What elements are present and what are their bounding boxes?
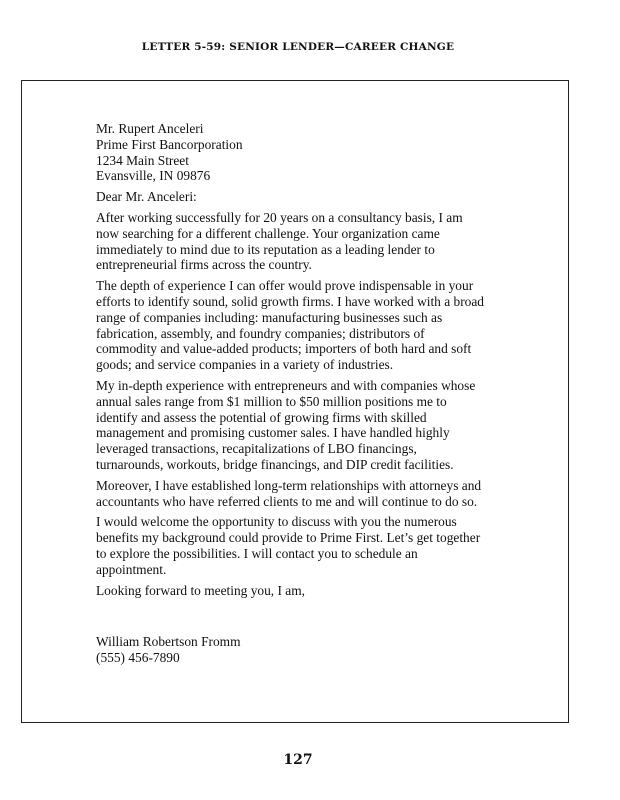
paragraph-line: to explore the possibilities. I will contact you to schedule an <box>96 545 418 561</box>
paragraph-line: annual sales range from $1 million to $50 million positions me to <box>96 393 447 409</box>
paragraph-line: turnarounds, workouts, bridge financings, and DIP credit facilities. <box>96 456 454 472</box>
paragraph-line: entrepreneurial firms across the country. <box>96 257 312 273</box>
paragraph-line: now searching for a different challenge. Your organization came <box>96 225 440 241</box>
recipient-city: Evansville, IN 09876 <box>96 168 211 184</box>
paragraph-line: After working successfully for 20 years on a consultancy basis, I am <box>96 209 463 225</box>
paragraph-intro <box>96 210 516 273</box>
signature-block <box>96 634 516 666</box>
paragraph-line: efforts to identify sound, solid growth firms. I have worked with a broad <box>96 293 485 309</box>
closing-line: Looking forward to meeting you, I am, <box>96 582 305 598</box>
letter-body <box>96 121 516 666</box>
paragraph-line: commodity and value-added products; importers of both hard and soft <box>96 341 472 357</box>
page-number: 127 <box>283 752 313 768</box>
paragraph-experience <box>96 278 516 373</box>
paragraph-line: leveraged transactions, recapitalizations of LBO financings, <box>96 441 417 457</box>
paragraph-line: management and promising customer sales. I have handled highly <box>96 425 450 441</box>
paragraph-line: The depth of experience I can offer would prove indispensable in your <box>96 278 474 294</box>
paragraph-line: benefits my background could provide to Prime First. Let’s get together <box>96 530 481 546</box>
recipient-street: 1234 Main Street <box>96 152 189 168</box>
paragraph-line: fabrication, assembly, and foundry companies; distributors of <box>96 325 425 341</box>
paragraph-line: I would welcome the opportunity to discuss with you the numerous <box>96 514 457 530</box>
paragraph-line: Moreover, I have established long-term relationships with attorneys and <box>96 477 482 493</box>
paragraph-entrepreneurs <box>96 378 516 473</box>
paragraph-request <box>96 514 516 577</box>
recipient-name: Mr. Rupert Anceleri <box>96 121 204 136</box>
paragraph-relationships <box>96 478 516 510</box>
paragraph-line: goods; and service companies in a variety of industries. <box>96 357 394 373</box>
page-header-title: LETTER 5-59: SENIOR LENDER—CAREER CHANGE <box>141 41 455 53</box>
signature-phone: (555) 456-7890 <box>96 650 180 666</box>
salutation: Dear Mr. Anceleri: <box>96 189 197 205</box>
paragraph-line: immediately to mind due to its reputation as a leading lender to <box>96 241 435 257</box>
recipient-address <box>96 121 516 184</box>
paragraph-line: range of companies including: manufacturing businesses such as <box>96 309 443 325</box>
paragraph-line: appointment. <box>96 561 167 577</box>
signature-name: William Robertson Fromm <box>96 634 241 650</box>
recipient-company: Prime First Bancorporation <box>96 136 243 152</box>
paragraph-line: My in-depth experience with entrepreneurs and with companies whose <box>96 377 476 393</box>
paragraph-line: accountants who have referred clients to me and will continue to do so. <box>96 493 478 509</box>
paragraph-line: identify and assess the potential of growing firms with skilled <box>96 409 427 425</box>
